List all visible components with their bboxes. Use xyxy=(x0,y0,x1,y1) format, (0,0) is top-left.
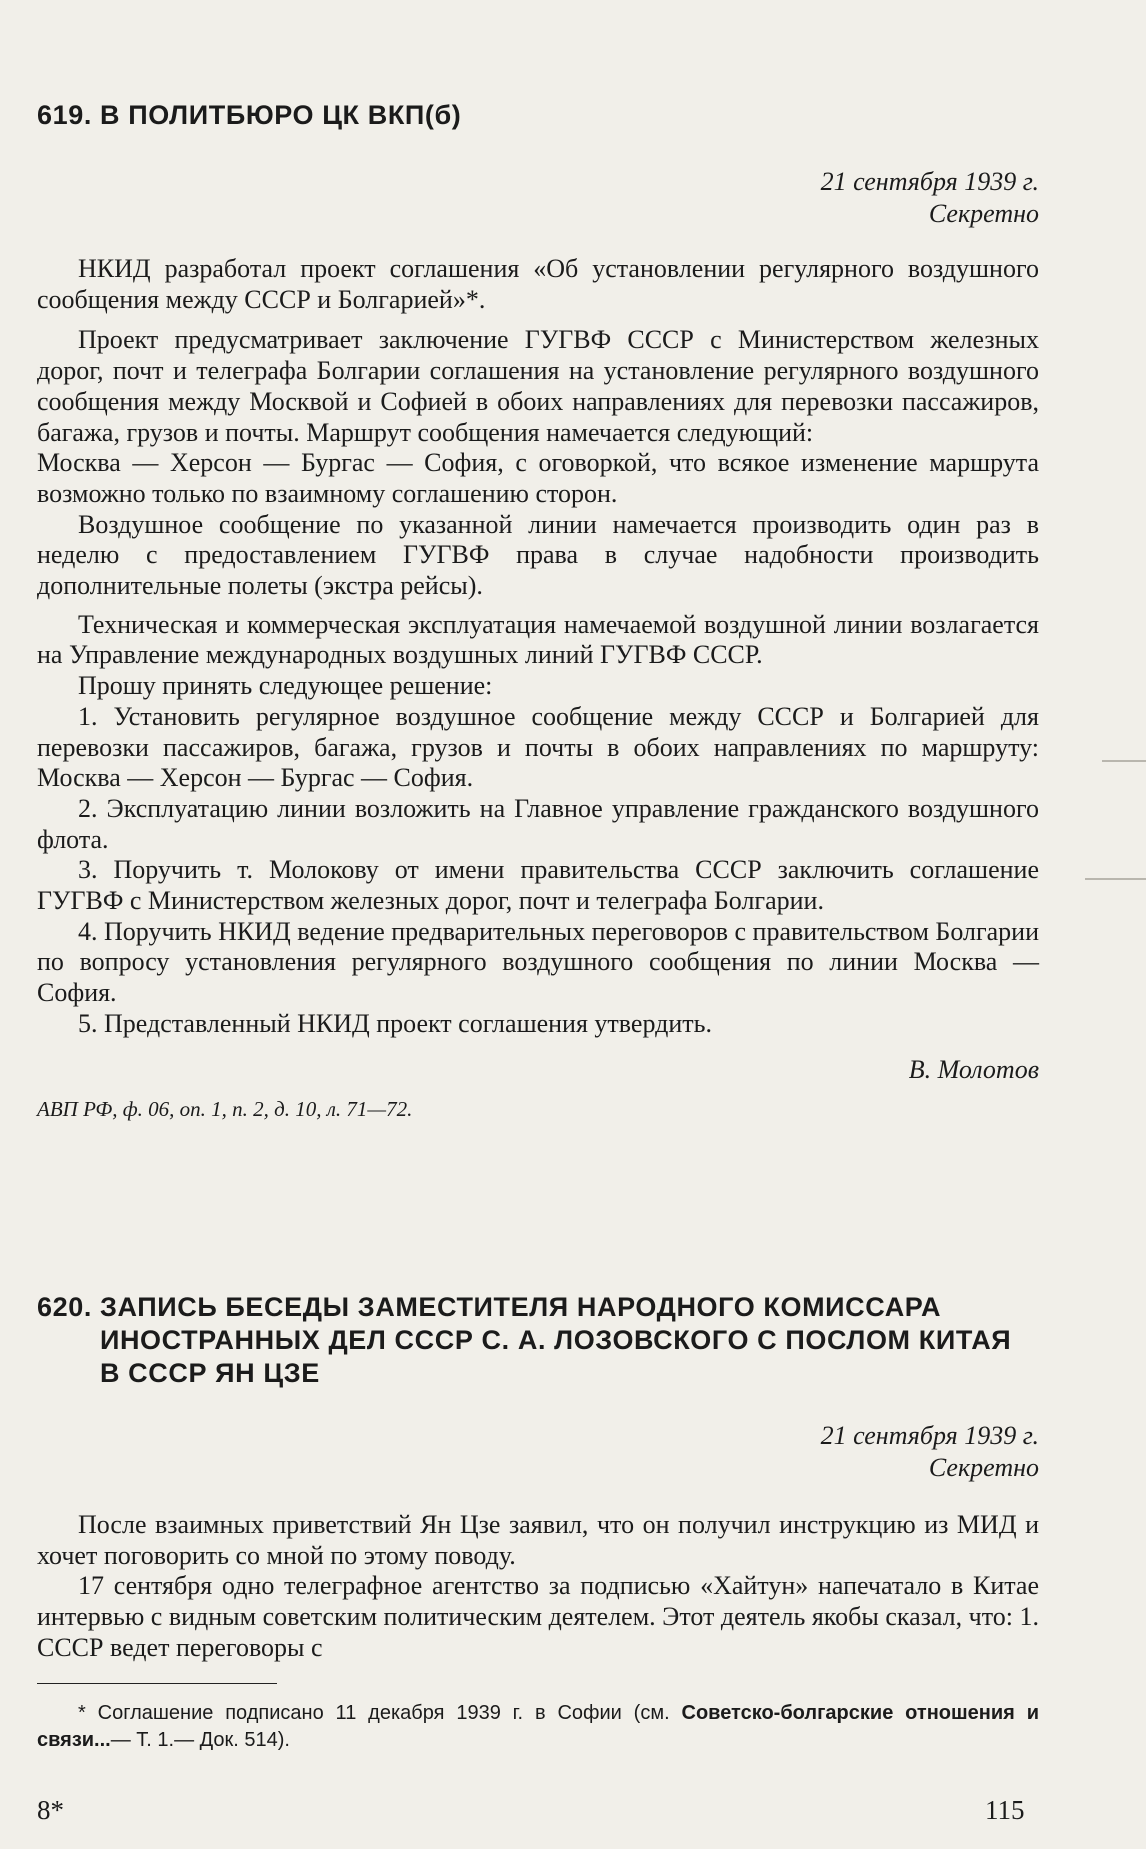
signature-mark: 8* xyxy=(37,1795,64,1825)
doc-619-paragraph-3: Москва — Херсон — Бургас — София, с оговоркой, что всякое изменение маршрута возможно только по взаимному соглашению сторон. xyxy=(37,448,1039,508)
decision-item-5: 5. Представленный НКИД проект соглашения утвердить. xyxy=(78,1008,712,1038)
page-number: 115 xyxy=(985,1795,1025,1825)
decision-item-2: 2. Эксплуатацию линии возложить на Главное управление гражданского воздушного флота. xyxy=(37,793,1039,854)
doc-619-secrecy: Секретно xyxy=(928,199,1039,228)
doc-620-date: 21 сентября 1939 г. xyxy=(820,1421,1039,1450)
footnote-divider xyxy=(37,1683,277,1684)
doc-620-paragraph-1: После взаимных приветствий Ян Цзе заявил, что он получил инструкцию из МИД и хочет поговорить со мной по этому поводу. xyxy=(37,1510,1039,1570)
doc-620-paragraph-2: 17 сентября одно телеграфное агентство за подписью «Хайтун» напечатало в Китае интервью с видным советским политическим деятелем. Этот деятель якобы сказал, что: 1. СССР ведет переговоры с xyxy=(37,1571,1039,1662)
doc-620-secrecy: Секретно xyxy=(928,1453,1039,1482)
footnote xyxy=(37,1700,1039,1754)
doc-619-paragraph-5: Техническая и коммерческая эксплуатация намечаемой воздушной линии возлагается на Управление международных воздушных линий ГУГВФ СССР. xyxy=(37,609,1039,670)
doc-619-date: 21 сентября 1939 г. xyxy=(820,167,1039,196)
doc-620-title: ЗАПИСЬ БЕСЕДЫ ЗАМЕСТИТЕЛЯ НАРОДНОГО КОМИССАРА ИНОСТРАННЫХ ДЕЛ СССР С. А. ЛОЗОВСКОГО С ПОСЛОМ КИТАЯ В СССР ЯН ЦЗЕ xyxy=(99,1292,1012,1388)
footnote-text: * Соглашение подписано 11 декабря 1939 г. в Софии (см. xyxy=(78,1702,682,1724)
decision-item-4: 4. Поручить НКИД ведение предварительных переговоров с правительством Болгарии по вопросу установления регулярного воздушного сообщения по линии Москва — София. xyxy=(37,916,1039,1008)
doc-619-archive-reference: АВП РФ, ф. 06, оп. 1, п. 2, д. 10, л. 71—72. xyxy=(37,1096,413,1121)
doc-619-heading: 619. В ПОЛИТБЮРО ЦК ВКП(б) xyxy=(37,100,462,130)
doc-619-signature: В. Молотов xyxy=(908,1054,1039,1084)
decision-item-3: 3. Поручить т. Молокову от имени правительства СССР заключить соглашение ГУГВФ с Министерством железных дорог, почт и телеграфа Болгарии. xyxy=(37,855,1039,916)
doc-619-paragraph-1: НКИД разработал проект соглашения «Об установлении регулярного воздушного сообщения между СССР и Болгарией»*. xyxy=(37,254,1039,314)
scan-artifact xyxy=(1085,878,1146,880)
footnote-cited-source: Советско-болгарские отношения и связи... xyxy=(37,1702,1039,1751)
doc-619-paragraph-4: Воздушное сообщение по указанной линии намечается производить один раз в неделю с предоставлением ГУГВФ права в случае надобности производить дополнительные полеты (экстра рейсы). xyxy=(37,509,1039,601)
document-619 xyxy=(37,99,1039,1122)
doc-620-heading xyxy=(37,1291,1039,1390)
footnote-citation: — Т. 1.— Док. 514). xyxy=(110,1729,290,1751)
decision-item-1: 1. Установить регулярное воздушное сообщение между СССР и Болгарией для перевозки пассажиров, багажа, грузов и почты в обоих направлениях по маршруту: Москва — Херсон — Бургас — София. xyxy=(37,701,1039,793)
scan-artifact xyxy=(1102,760,1146,762)
doc-620-number: 620. xyxy=(37,1292,92,1322)
doc-619-paragraph-2: Проект предусматривает заключение ГУГВФ СССР с Министерством железных дорог, почт и телеграфа Болгарии соглашения на установление регулярного воздушного сообщения между Москвой и Софией в обоих направлениях для перевозки пассажиров, багажа, грузов и почты. Маршрут сообщения намечается следующий: xyxy=(37,325,1039,447)
doc-619-paragraph-6: Прошу принять следующее решение: xyxy=(78,671,493,701)
document-620 xyxy=(37,1291,1039,1664)
